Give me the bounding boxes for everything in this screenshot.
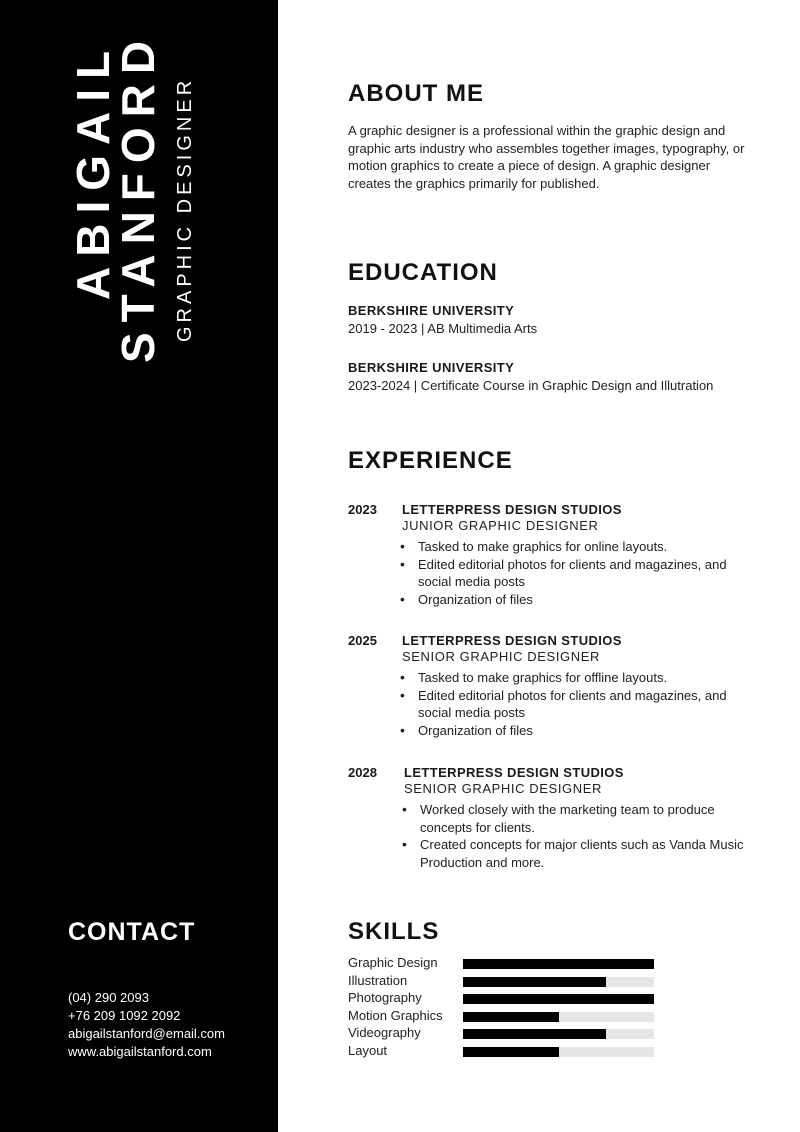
skill-label: Photography bbox=[348, 990, 422, 1006]
skill-label: Illustration bbox=[348, 972, 408, 988]
skill-row bbox=[348, 1024, 658, 1042]
experience-bullets bbox=[402, 538, 762, 608]
last-name: STANFORD bbox=[112, 30, 164, 363]
contact-email: abigailstanford@email.com bbox=[68, 1026, 225, 1041]
contact-phone-2: +76 209 1092 2092 bbox=[68, 1008, 181, 1023]
bullet-item: • Organization of files bbox=[402, 722, 762, 740]
experience-bullets bbox=[404, 801, 764, 871]
experience-year: 2025 bbox=[348, 633, 377, 648]
skills-list bbox=[348, 954, 658, 1060]
first-name: ABIGAIL bbox=[67, 40, 119, 300]
skill-bar-track bbox=[463, 959, 654, 969]
experience-year: 2028 bbox=[348, 765, 377, 780]
skill-row bbox=[348, 1007, 658, 1025]
experience-bullets bbox=[402, 669, 762, 739]
experience-role: JUNIOR GRAPHIC DESIGNER bbox=[402, 518, 599, 533]
experience-company: LETTERPRESS DESIGN STUDIOS bbox=[404, 765, 624, 780]
skill-row bbox=[348, 1042, 658, 1060]
skill-label: Motion Graphics bbox=[348, 1007, 443, 1023]
experience-year: 2023 bbox=[348, 502, 377, 517]
education-entry bbox=[348, 302, 537, 338]
skill-bar-fill bbox=[463, 959, 654, 969]
skill-row bbox=[348, 972, 658, 990]
skill-bar-track bbox=[463, 994, 654, 1004]
skill-bar-fill bbox=[463, 1029, 606, 1039]
experience-company: LETTERPRESS DESIGN STUDIOS bbox=[402, 633, 622, 648]
bullet-item: • Tasked to make graphics for offline layouts. bbox=[402, 669, 762, 687]
experience-role: SENIOR GRAPHIC DESIGNER bbox=[404, 781, 602, 796]
skill-bar-track bbox=[463, 1012, 654, 1022]
education-detail: 2023-2024 | Certificate Course in Graphic Design and Illutration bbox=[348, 378, 714, 393]
about-heading: ABOUT ME bbox=[348, 80, 484, 107]
skill-row bbox=[348, 989, 658, 1007]
skill-label: Graphic Design bbox=[348, 955, 438, 970]
skill-row bbox=[348, 954, 658, 972]
bullet-item: • Edited editorial photos for clients and magazines, and social media posts bbox=[402, 687, 762, 722]
skill-bar-fill bbox=[463, 1047, 559, 1057]
experience-heading: EXPERIENCE bbox=[348, 447, 513, 474]
skill-bar-track bbox=[463, 1047, 654, 1057]
education-entry bbox=[348, 359, 713, 395]
bullet-item: • Tasked to make graphics for online layouts. bbox=[402, 538, 762, 556]
bullet-item: • Worked closely with the marketing team to produce concepts for clients. bbox=[404, 801, 764, 836]
sidebar bbox=[0, 0, 278, 1132]
skill-bar-fill bbox=[463, 1012, 559, 1022]
education-detail: 2019 - 2023 | AB Multimedia Arts bbox=[348, 321, 538, 336]
bullet-item: • Created concepts for major clients such as Vanda Music Production and more. bbox=[404, 836, 764, 871]
name-block bbox=[66, 30, 164, 363]
skill-bar-fill bbox=[463, 994, 654, 1004]
contact-website: www.abigailstanford.com bbox=[68, 1044, 212, 1059]
experience-role: SENIOR GRAPHIC DESIGNER bbox=[402, 649, 600, 664]
bullet-item: • Edited editorial photos for clients and magazines, and social media posts bbox=[402, 556, 762, 591]
education-heading: EDUCATION bbox=[348, 259, 498, 286]
contact-list bbox=[68, 989, 225, 1061]
skills-heading: SKILLS bbox=[348, 918, 440, 945]
skill-label: Videography bbox=[348, 1025, 421, 1041]
education-school: BERKSHIRE UNIVERSITY bbox=[348, 303, 515, 318]
education-school: BERKSHIRE UNIVERSITY bbox=[348, 360, 515, 375]
bullet-item: • Organization of files bbox=[402, 591, 762, 609]
experience-company: LETTERPRESS DESIGN STUDIOS bbox=[402, 502, 622, 517]
contact-phone-1: (04) 290 2093 bbox=[68, 990, 149, 1005]
skill-label: Layout bbox=[348, 1042, 388, 1058]
skill-bar-track bbox=[463, 1029, 654, 1039]
skill-bar-fill bbox=[463, 977, 606, 987]
skill-bar-track bbox=[463, 977, 654, 987]
job-title: GRAPHIC DESIGNER bbox=[174, 76, 196, 342]
about-text: A graphic designer is a professional within the graphic design and graphic arts industry who assembles together images, typography, or motion graphics to create a piece of design. A graphic designer creates the graphics primarily for published. bbox=[348, 123, 745, 191]
contact-heading: CONTACT bbox=[68, 918, 196, 946]
